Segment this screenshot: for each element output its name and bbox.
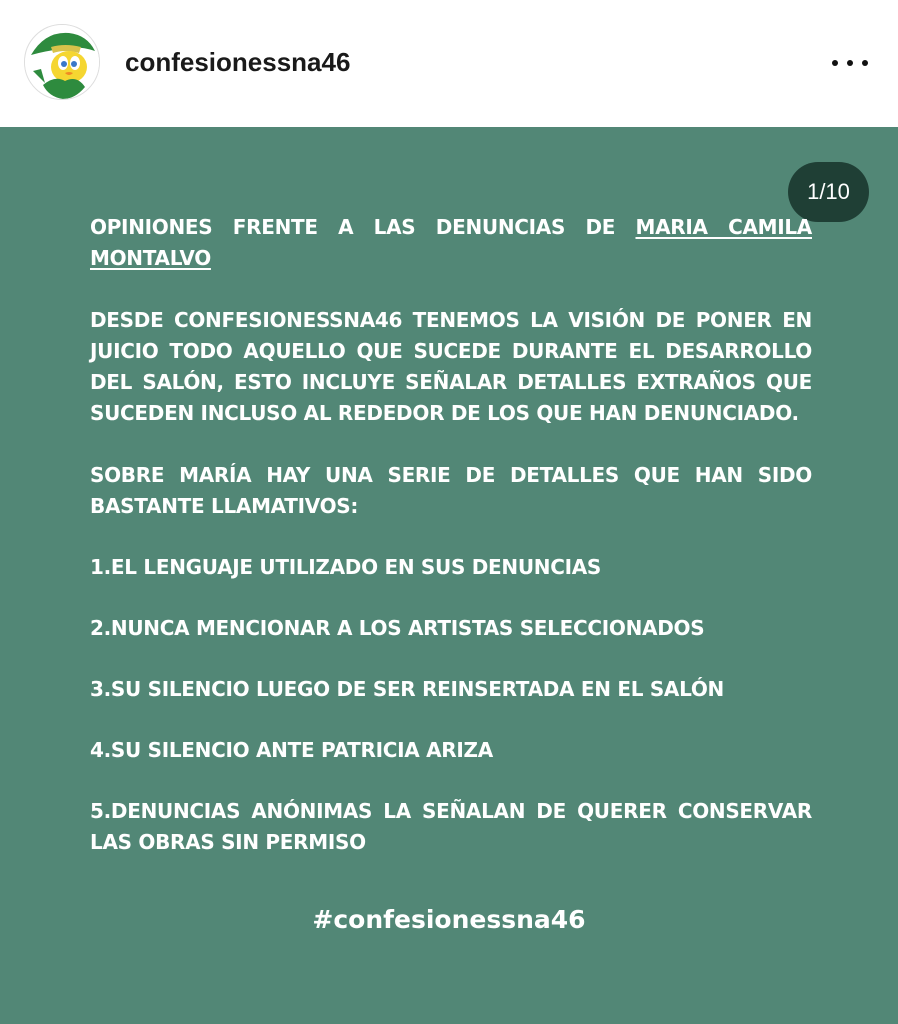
title-name: MARIA CAMILA MONTALVO (90, 215, 812, 270)
carousel-counter: 1/10 (788, 162, 869, 222)
list-item: 3.SU SILENCIO LUEGO DE SER REINSERTADA EN EL SALÓN (90, 677, 724, 701)
more-options-icon[interactable] (828, 46, 872, 80)
post-title (90, 212, 812, 274)
dot (862, 60, 868, 66)
list-item: 4.SU SILENCIO ANTE PATRICIA ARIZA (90, 738, 493, 762)
dot (847, 60, 853, 66)
title-prefix: OPINIONES FRENTE A LAS DENUNCIAS DE (90, 215, 636, 239)
paragraph-1: DESDE CONFESIONESSNA46 TENEMOS LA VISIÓN DE PONER EN JUICIO TODO AQUELLO QUE SUCEDE DURANTE EL DESARROLLO DEL SALÓN, ESTO INCLUYE SEÑALAR DETALLES EXTRAÑOS QUE SUCEDEN INCLUSO AL REDEDOR DE LOS QUE HAN DENUNCIADO. (90, 308, 812, 425)
list-item: 1.EL LENGUAJE UTILIZADO EN SUS DENUNCIAS (90, 555, 602, 579)
list-item: 2.NUNCA MENCIONAR A LOS ARTISTAS SELECCIONADOS (90, 616, 705, 640)
post-text (90, 212, 812, 858)
post-header (0, 0, 898, 127)
hashtag: #confesionessna46 (312, 905, 586, 934)
username[interactable]: confesionessna46 (125, 47, 351, 77)
avatar[interactable] (24, 24, 100, 100)
tweety-bird-avatar-icon (25, 25, 100, 100)
paragraph-2: SOBRE MARÍA HAY UNA SERIE DE DETALLES QUE HAN SIDO BASTANTE LLAMATIVOS: (90, 463, 812, 518)
list-item: 5.DENUNCIAS ANÓNIMAS LA SEÑALAN DE QUERER CONSERVAR LAS OBRAS SIN PERMISO (90, 799, 812, 854)
dot (832, 60, 838, 66)
